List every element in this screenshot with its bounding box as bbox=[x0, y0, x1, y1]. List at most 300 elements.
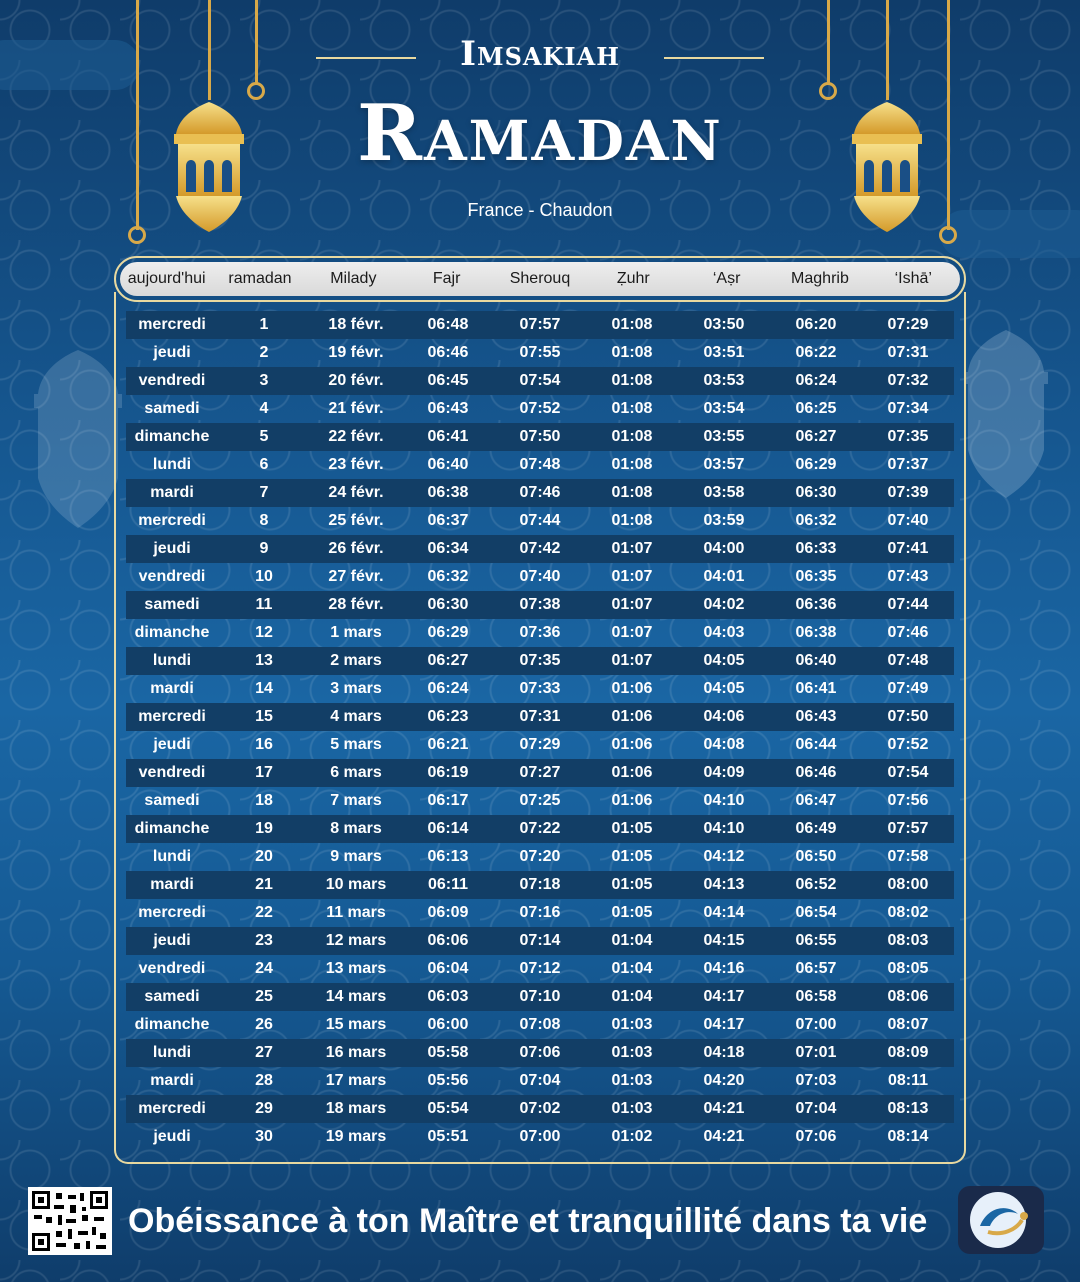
table-cell: 01:07 bbox=[611, 568, 653, 585]
table-cell: 07:35 bbox=[887, 428, 929, 445]
table-cell: 01:08 bbox=[611, 316, 653, 333]
table-cell: 07:32 bbox=[887, 372, 929, 389]
table-cell: 03:58 bbox=[703, 484, 745, 501]
table-cell: mardi bbox=[150, 876, 194, 893]
table-cell: jeudi bbox=[153, 344, 191, 361]
column-header: Milady bbox=[330, 270, 377, 287]
table-header bbox=[114, 256, 966, 302]
table-cell: 28 févr. bbox=[328, 596, 384, 613]
table-cell: 07:52 bbox=[519, 400, 561, 417]
table-cell: 07:48 bbox=[887, 652, 929, 669]
table-cell: 04:01 bbox=[703, 568, 745, 585]
table-cell: 19 févr. bbox=[328, 344, 384, 361]
table-cell: 07:03 bbox=[795, 1072, 837, 1089]
column-header: ‘Ishā’ bbox=[894, 270, 932, 287]
table-cell: lundi bbox=[152, 1044, 192, 1061]
table-cell: 06:54 bbox=[795, 904, 837, 921]
table-cell: 04:00 bbox=[703, 540, 745, 557]
table-cell: samedi bbox=[144, 792, 200, 809]
table-cell: 4 bbox=[259, 400, 269, 417]
table-cell: 06:19 bbox=[427, 764, 469, 781]
table-cell: 06:23 bbox=[427, 708, 469, 725]
table-cell: 22 bbox=[255, 904, 273, 921]
overline-title: Imsakiah bbox=[460, 34, 620, 74]
table-cell: 04:14 bbox=[703, 904, 745, 921]
table-cell: 30 bbox=[255, 1128, 273, 1145]
table-cell: 03:57 bbox=[703, 456, 745, 473]
table-cell: 5 bbox=[259, 428, 269, 445]
table-cell: 07:58 bbox=[887, 848, 929, 865]
table-cell: 06:11 bbox=[427, 876, 469, 893]
location-label: France - Chaudon bbox=[467, 200, 613, 220]
table-cell: samedi bbox=[144, 988, 200, 1005]
table-cell: jeudi bbox=[153, 1128, 191, 1145]
table-cell: 21 févr. bbox=[328, 400, 384, 417]
table-cell: 07:00 bbox=[795, 1016, 837, 1033]
table-cell: dimanche bbox=[134, 820, 210, 837]
table-cell: 03:53 bbox=[703, 372, 745, 389]
table-cell: 07:48 bbox=[519, 456, 561, 473]
table-cell: jeudi bbox=[153, 540, 191, 557]
table-cell: 06:13 bbox=[427, 848, 469, 865]
table-cell: 06:03 bbox=[427, 988, 469, 1005]
table-cell: 07:50 bbox=[519, 428, 561, 445]
table-cell: 17 mars bbox=[325, 1072, 387, 1089]
table-cell: mercredi bbox=[138, 904, 206, 921]
table-cell: 2 bbox=[259, 344, 269, 361]
table-cell: 07:57 bbox=[519, 316, 561, 333]
table-cell: 01:05 bbox=[611, 904, 653, 921]
table-cell: 08:07 bbox=[887, 1016, 929, 1033]
column-header: Sherouq bbox=[509, 270, 571, 287]
table-cell: 06:49 bbox=[795, 820, 837, 837]
table-cell: 06:06 bbox=[427, 932, 469, 949]
table-row bbox=[126, 927, 954, 955]
table-cell: 04:16 bbox=[703, 960, 745, 977]
table-cell: 06:45 bbox=[427, 372, 469, 389]
table-cell: 06:00 bbox=[427, 1016, 469, 1033]
table-cell: 21 bbox=[255, 876, 273, 893]
table-cell: 12 bbox=[255, 624, 273, 641]
table-cell: dimanche bbox=[134, 624, 210, 641]
table-cell: lundi bbox=[152, 456, 192, 473]
table-cell: 06:48 bbox=[427, 316, 469, 333]
table-cell: 24 bbox=[255, 960, 273, 977]
column-header: Ẓuhr bbox=[616, 270, 650, 287]
table-cell: 07:50 bbox=[887, 708, 929, 725]
table-cell: 08:03 bbox=[887, 932, 929, 949]
table-cell: 07:43 bbox=[887, 568, 929, 585]
table-row bbox=[126, 423, 954, 451]
table-row bbox=[126, 871, 954, 899]
table-row bbox=[126, 1011, 954, 1039]
table-cell: mercredi bbox=[138, 512, 206, 529]
table-cell: mercredi bbox=[138, 1100, 206, 1117]
table-cell: mardi bbox=[150, 1072, 194, 1089]
table-cell: 08:13 bbox=[887, 1100, 929, 1117]
table-cell: 07:25 bbox=[519, 792, 561, 809]
table-cell: 07:44 bbox=[887, 596, 929, 613]
table-cell: 06:44 bbox=[795, 736, 837, 753]
table-cell: 13 mars bbox=[325, 960, 387, 977]
table-cell: 13 bbox=[255, 652, 273, 669]
table-row bbox=[126, 899, 954, 927]
table-cell: 01:07 bbox=[611, 596, 653, 613]
table-cell: 01:06 bbox=[611, 736, 653, 753]
table-cell: 01:07 bbox=[611, 540, 653, 557]
table-cell: 06:43 bbox=[427, 400, 469, 417]
table-row bbox=[126, 955, 954, 983]
table-cell: 07:44 bbox=[519, 512, 561, 529]
qr-code-icon[interactable] bbox=[28, 1187, 112, 1255]
table-cell: 07:40 bbox=[519, 568, 561, 585]
table-row bbox=[126, 731, 954, 759]
table-row bbox=[126, 1095, 954, 1123]
table-cell: 04:21 bbox=[703, 1100, 745, 1117]
table-cell: 01:04 bbox=[611, 932, 653, 949]
table-cell: 08:06 bbox=[887, 988, 929, 1005]
table-cell: 04:03 bbox=[703, 624, 745, 641]
table-cell: 07:22 bbox=[519, 820, 561, 837]
table-cell: 3 mars bbox=[330, 680, 382, 697]
table-cell: 04:20 bbox=[703, 1072, 745, 1089]
table-cell: 06:35 bbox=[795, 568, 837, 585]
table-cell: 07:02 bbox=[519, 1100, 561, 1117]
table-cell: 7 mars bbox=[330, 792, 382, 809]
footer-slogan: Obéissance à ton Maître et tranquillité dans ta vie bbox=[128, 1202, 928, 1240]
table-cell: 08:11 bbox=[887, 1072, 929, 1089]
table-cell: 15 bbox=[255, 708, 273, 725]
table-cell: vendredi bbox=[138, 960, 206, 977]
table-cell: 06:24 bbox=[427, 680, 469, 697]
table-body bbox=[126, 311, 954, 1151]
table-cell: mercredi bbox=[138, 708, 206, 725]
table-cell: 19 mars bbox=[325, 1128, 387, 1145]
column-header: ramadan bbox=[228, 270, 292, 287]
table-cell: mercredi bbox=[138, 316, 206, 333]
table-cell: 06:33 bbox=[795, 540, 837, 557]
table-cell: 07:04 bbox=[519, 1072, 561, 1089]
table-cell: 04:17 bbox=[703, 988, 745, 1005]
table-cell: 06:20 bbox=[795, 316, 837, 333]
table-cell: 04:12 bbox=[703, 848, 745, 865]
table-cell: 01:02 bbox=[611, 1128, 653, 1145]
table-cell: 03:50 bbox=[703, 316, 745, 333]
table-cell: vendredi bbox=[138, 372, 206, 389]
table-cell: 04:13 bbox=[703, 876, 745, 893]
table-cell: 06:43 bbox=[795, 708, 837, 725]
table-cell: 06:32 bbox=[795, 512, 837, 529]
table-cell: 04:18 bbox=[703, 1044, 745, 1061]
table-cell: 10 mars bbox=[325, 876, 387, 893]
table-cell: 01:03 bbox=[611, 1016, 653, 1033]
table-cell: 07:06 bbox=[519, 1044, 561, 1061]
table-cell: 07:10 bbox=[519, 988, 561, 1005]
table-row bbox=[126, 367, 954, 395]
table-cell: 04:21 bbox=[703, 1128, 745, 1145]
table-cell: 19 bbox=[255, 820, 273, 837]
table-cell: 12 mars bbox=[325, 932, 387, 949]
table-row bbox=[126, 591, 954, 619]
table-row bbox=[126, 563, 954, 591]
table-cell: 07:39 bbox=[887, 484, 929, 501]
table-cell: 6 mars bbox=[330, 764, 382, 781]
table-cell: 07:34 bbox=[887, 400, 929, 417]
table-row bbox=[126, 759, 954, 787]
table-cell: 06:57 bbox=[795, 960, 837, 977]
table-cell: 26 févr. bbox=[328, 540, 384, 557]
table-cell: 06:40 bbox=[795, 652, 837, 669]
table-cell: 06:30 bbox=[427, 596, 469, 613]
table-cell: 04:17 bbox=[703, 1016, 745, 1033]
table-cell: 08:05 bbox=[887, 960, 929, 977]
table-cell: 04:09 bbox=[703, 764, 745, 781]
table-cell: 06:41 bbox=[795, 680, 837, 697]
table-cell: 1 bbox=[259, 316, 269, 333]
table-cell: 22 févr. bbox=[328, 428, 384, 445]
table-row bbox=[126, 787, 954, 815]
faded-lantern-left bbox=[28, 350, 128, 530]
table-cell: 08:09 bbox=[887, 1044, 929, 1061]
table-cell: 01:08 bbox=[611, 512, 653, 529]
table-cell: 06:25 bbox=[795, 400, 837, 417]
table-cell: 01:07 bbox=[611, 652, 653, 669]
app-logo-icon bbox=[958, 1186, 1044, 1254]
table-cell: 07:18 bbox=[519, 876, 561, 893]
table-cell: 01:05 bbox=[611, 876, 653, 893]
table-cell: 06:17 bbox=[427, 792, 469, 809]
table-cell: 6 bbox=[259, 456, 269, 473]
table-row bbox=[126, 815, 954, 843]
table-cell: jeudi bbox=[153, 932, 191, 949]
table-cell: 17 bbox=[255, 764, 273, 781]
table-cell: 01:06 bbox=[611, 792, 653, 809]
table-cell: 06:46 bbox=[427, 344, 469, 361]
table-cell: 07:46 bbox=[887, 624, 929, 641]
table-row bbox=[126, 675, 954, 703]
table-cell: 8 mars bbox=[330, 820, 382, 837]
table-cell: 01:03 bbox=[611, 1044, 653, 1061]
table-cell: 20 bbox=[255, 848, 273, 865]
table-cell: 06:38 bbox=[795, 624, 837, 641]
table-cell: 9 mars bbox=[330, 848, 382, 865]
table-cell: 07:00 bbox=[519, 1128, 561, 1145]
table-cell: 04:06 bbox=[703, 708, 745, 725]
table-cell: 07:36 bbox=[519, 624, 561, 641]
table-cell: 07:54 bbox=[519, 372, 561, 389]
table-cell: 06:14 bbox=[427, 820, 469, 837]
column-header: ‘Aṣr bbox=[712, 270, 741, 287]
table-cell: 9 bbox=[259, 540, 269, 557]
table-cell: 06:37 bbox=[427, 512, 469, 529]
table-cell: 04:05 bbox=[703, 680, 745, 697]
table-cell: 04:05 bbox=[703, 652, 745, 669]
page-title: Ramadan bbox=[357, 88, 723, 179]
table-row bbox=[126, 619, 954, 647]
table-row bbox=[126, 395, 954, 423]
table-row bbox=[126, 451, 954, 479]
table-cell: 01:07 bbox=[611, 624, 653, 641]
table-cell: 07:38 bbox=[519, 596, 561, 613]
table-cell: 14 bbox=[255, 680, 273, 697]
table-cell: lundi bbox=[152, 652, 192, 669]
table-cell: 06:38 bbox=[427, 484, 469, 501]
column-header: aujourd'hui bbox=[127, 270, 206, 287]
table-cell: 08:14 bbox=[887, 1128, 929, 1145]
table-cell: 06:09 bbox=[427, 904, 469, 921]
table-cell: 06:30 bbox=[795, 484, 837, 501]
table-cell: 1 mars bbox=[330, 624, 382, 641]
table-cell: 06:36 bbox=[795, 596, 837, 613]
faded-lantern-right bbox=[958, 330, 1054, 500]
table-row bbox=[126, 1123, 954, 1151]
table-cell: 04:10 bbox=[703, 792, 745, 809]
table-cell: 04:10 bbox=[703, 820, 745, 837]
table-row bbox=[126, 535, 954, 563]
table-cell: 01:06 bbox=[611, 680, 653, 697]
table-cell: 24 févr. bbox=[328, 484, 384, 501]
table-row bbox=[126, 703, 954, 731]
table-cell: 03:55 bbox=[703, 428, 745, 445]
table-cell: 06:40 bbox=[427, 456, 469, 473]
table-cell: 01:08 bbox=[611, 484, 653, 501]
table-cell: 07:42 bbox=[519, 540, 561, 557]
table-cell: 7 bbox=[259, 484, 269, 501]
table-cell: 01:06 bbox=[611, 764, 653, 781]
table-cell: 8 bbox=[259, 512, 269, 529]
table-cell: 07:49 bbox=[887, 680, 929, 697]
table-row bbox=[126, 339, 954, 367]
table-cell: 05:51 bbox=[427, 1128, 469, 1145]
table-cell: 16 mars bbox=[325, 1044, 387, 1061]
table-cell: 18 mars bbox=[325, 1100, 387, 1117]
table-cell: 06:27 bbox=[795, 428, 837, 445]
table-cell: 07:14 bbox=[519, 932, 561, 949]
table-cell: 11 bbox=[255, 596, 273, 613]
table-cell: 07:01 bbox=[795, 1044, 837, 1061]
table-cell: 01:03 bbox=[611, 1100, 653, 1117]
table-cell: dimanche bbox=[134, 1016, 210, 1033]
table-cell: 20 févr. bbox=[328, 372, 384, 389]
table-cell: 26 bbox=[255, 1016, 273, 1033]
table-cell: 06:52 bbox=[795, 876, 837, 893]
table-row bbox=[126, 507, 954, 535]
table-cell: 07:41 bbox=[887, 540, 929, 557]
table-cell: 07:04 bbox=[795, 1100, 837, 1117]
table-cell: lundi bbox=[152, 848, 192, 865]
table-cell: 08:00 bbox=[887, 876, 929, 893]
table-cell: 06:47 bbox=[795, 792, 837, 809]
table-cell: 07:16 bbox=[519, 904, 561, 921]
column-header: Fajr bbox=[432, 270, 461, 287]
table-cell: 01:08 bbox=[611, 400, 653, 417]
table-cell: 04:08 bbox=[703, 736, 745, 753]
table-cell: 06:58 bbox=[795, 988, 837, 1005]
table-cell: 07:33 bbox=[519, 680, 561, 697]
table-cell: 05:56 bbox=[427, 1072, 469, 1089]
table-cell: 06:46 bbox=[795, 764, 837, 781]
table-cell: 07:29 bbox=[519, 736, 561, 753]
table-cell: 06:41 bbox=[427, 428, 469, 445]
table-cell: 25 févr. bbox=[328, 512, 384, 529]
column-header: Maghrib bbox=[791, 270, 849, 287]
table-row bbox=[126, 647, 954, 675]
table-cell: 07:52 bbox=[887, 736, 929, 753]
table-cell: 07:37 bbox=[887, 456, 929, 473]
table-cell: 07:06 bbox=[795, 1128, 837, 1145]
table-cell: 07:31 bbox=[887, 344, 929, 361]
table-cell: 06:24 bbox=[795, 372, 837, 389]
table-cell: 06:29 bbox=[795, 456, 837, 473]
table-cell: 07:31 bbox=[519, 708, 561, 725]
table-cell: 07:20 bbox=[519, 848, 561, 865]
table-cell: 07:40 bbox=[887, 512, 929, 529]
table-cell: vendredi bbox=[138, 764, 206, 781]
table-cell: vendredi bbox=[138, 568, 206, 585]
table-cell: 06:22 bbox=[795, 344, 837, 361]
table-cell: 4 mars bbox=[330, 708, 382, 725]
table-cell: 03:59 bbox=[703, 512, 745, 529]
table-cell: 03:54 bbox=[703, 400, 745, 417]
table-cell: 23 févr. bbox=[328, 456, 384, 473]
table-cell: 07:55 bbox=[519, 344, 561, 361]
table-cell: 06:29 bbox=[427, 624, 469, 641]
table-row bbox=[126, 1039, 954, 1067]
table-cell: 15 mars bbox=[325, 1016, 387, 1033]
table-cell: 27 févr. bbox=[328, 568, 384, 585]
table-cell: 01:06 bbox=[611, 708, 653, 725]
table-cell: mardi bbox=[150, 680, 194, 697]
table-cell: 01:03 bbox=[611, 1072, 653, 1089]
table-cell: 28 bbox=[255, 1072, 273, 1089]
table-row bbox=[126, 479, 954, 507]
table-cell: 5 mars bbox=[330, 736, 382, 753]
table-cell: 10 bbox=[255, 568, 273, 585]
table-cell: 18 févr. bbox=[328, 316, 384, 333]
table-cell: samedi bbox=[144, 596, 200, 613]
table-cell: 06:34 bbox=[427, 540, 469, 557]
table-row bbox=[126, 983, 954, 1011]
table-cell: 07:12 bbox=[519, 960, 561, 977]
table-cell: 01:08 bbox=[611, 456, 653, 473]
table-cell: 03:51 bbox=[703, 344, 745, 361]
table-cell: 06:27 bbox=[427, 652, 469, 669]
table-cell: 23 bbox=[255, 932, 273, 949]
table-cell: 06:21 bbox=[427, 736, 469, 753]
table-cell: 05:58 bbox=[427, 1044, 469, 1061]
table-cell: 11 mars bbox=[326, 904, 386, 921]
table-cell: 07:29 bbox=[887, 316, 929, 333]
table-cell: 16 bbox=[255, 736, 273, 753]
table-cell: 04:15 bbox=[703, 932, 745, 949]
table-cell: 07:35 bbox=[519, 652, 561, 669]
table-cell: 07:08 bbox=[519, 1016, 561, 1033]
table-cell: 04:02 bbox=[703, 596, 745, 613]
table-cell: 07:57 bbox=[887, 820, 929, 837]
table-cell: 25 bbox=[255, 988, 273, 1005]
table-cell: 01:05 bbox=[611, 848, 653, 865]
table-cell: 07:54 bbox=[887, 764, 929, 781]
table-cell: 01:08 bbox=[611, 428, 653, 445]
table-cell: 14 mars bbox=[325, 988, 387, 1005]
table-row bbox=[126, 1067, 954, 1095]
table-cell: 3 bbox=[259, 372, 269, 389]
table-cell: 07:56 bbox=[887, 792, 929, 809]
table-cell: dimanche bbox=[134, 428, 210, 445]
table-cell: 06:32 bbox=[427, 568, 469, 585]
table-cell: samedi bbox=[144, 400, 200, 417]
table-cell: 06:50 bbox=[795, 848, 837, 865]
